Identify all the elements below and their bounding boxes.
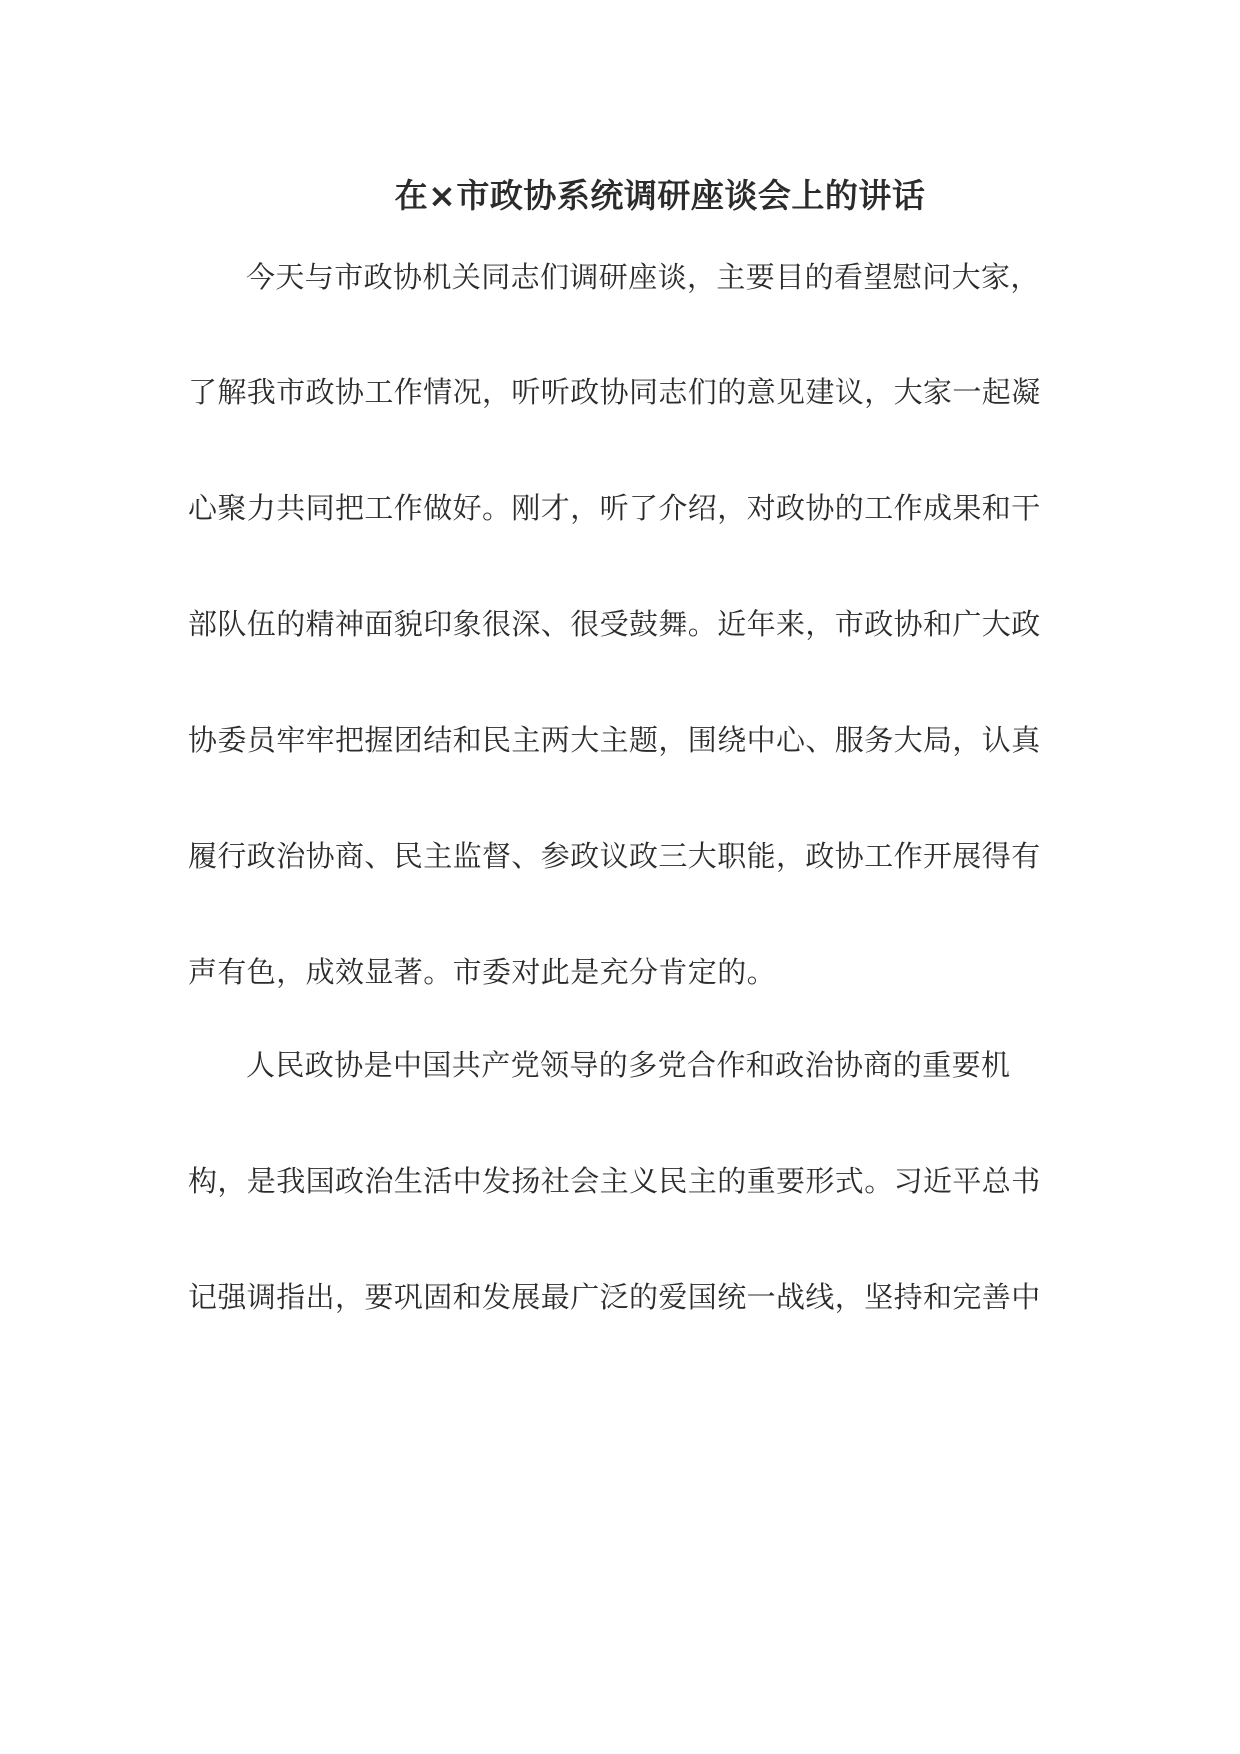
paragraph-line: 心聚力共同把工作做好。刚才，听了介绍，对政协的工作成果和干: [188, 491, 1041, 525]
paragraph-line: 协委员牢牢把握团结和民主两大主题，围绕中心、服务大局，认真: [188, 723, 1041, 757]
paragraph-line: 部队伍的精神面貌印象很深、很受鼓舞。近年来，市政协和广大政: [188, 607, 1041, 641]
paragraph-line: 履行政治协商、民主监督、参政议政三大职能，政协工作开展得有: [188, 839, 1041, 873]
document-title: 在×市政协系统调研座谈会上的讲话: [394, 176, 926, 215]
paragraph-line: 人民政协是中国共产党领导的多党合作和政治协商的重要机: [246, 1048, 1011, 1082]
paragraph-line: 今天与市政协机关同志们调研座谈，主要目的看望慰问大家，: [246, 260, 1040, 294]
paragraph-line: 记强调指出，要巩固和发展最广泛的爱国统一战线，坚持和完善中: [188, 1280, 1041, 1314]
paragraph-line: 了解我市政协工作情况，听听政协同志们的意见建议，大家一起凝: [188, 375, 1041, 409]
paragraph-line: 构，是我国政治生活中发扬社会主义民主的重要形式。习近平总书: [188, 1164, 1041, 1198]
paragraph-line: 声有色，成效显著。市委对此是充分肯定的。: [188, 955, 777, 989]
